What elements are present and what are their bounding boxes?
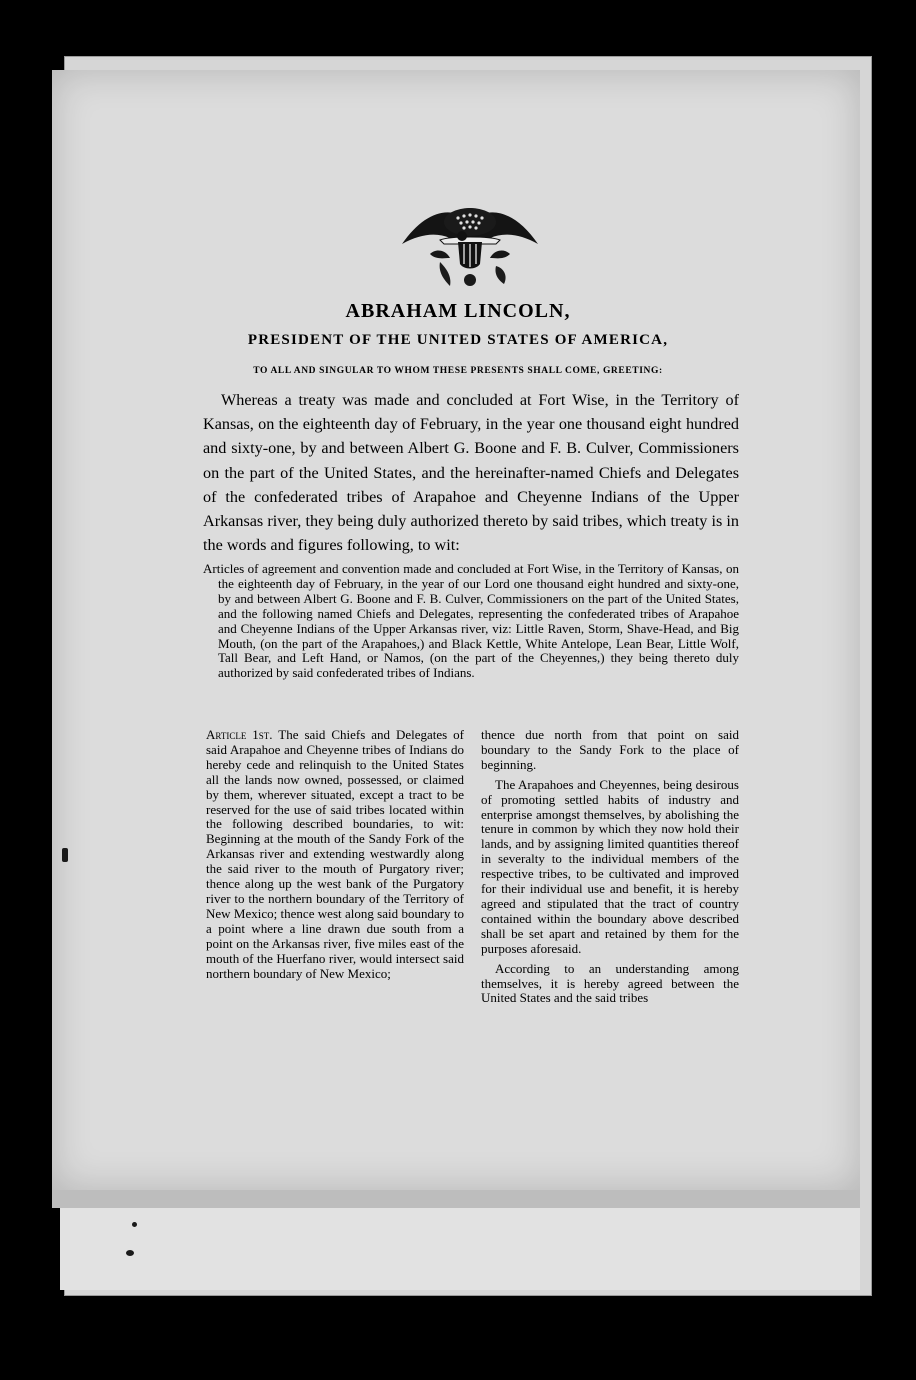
- article-1-continuation: thence due north from that point on said boundary to the Sandy Fork to the place of beginning.: [481, 727, 739, 772]
- eagle-seal-icon: [400, 196, 540, 292]
- proclamation-greeting: TO ALL AND SINGULAR TO WHOM THESE PRESENTS SHALL COME, GREETING:: [253, 366, 663, 376]
- article-1-paragraph: [206, 728, 464, 981]
- proclamation-title: ABRAHAM LINCOLN,: [345, 300, 571, 322]
- article-1-left-column: [206, 728, 464, 981]
- preamble-paragraph: Whereas a treaty was made and concluded at Fort Wise, in the Territory of Kansas, on the eighteenth day of February, in the year one thousand eight hundred and sixty-one, by and between Albert G. Boone and F. B. Culver, Commissioners on the part of the United States, and the hereinafter-named Chiefs and Delegates of the confederated tribes of Arapahoe and Cheyenne Indians of the Upper Arkansas river, they being duly authorized thereto by said tribes, which treaty is in the words and figures following, to wit:: [203, 391, 739, 555]
- article-1-right-column: [481, 728, 739, 1006]
- proclamation-office: PRESIDENT OF THE UNITED STATES OF AMERICA,: [247, 332, 669, 348]
- articles-intro-paragraph: Articles of agreement and convention made and concluded at Fort Wise, in the Territory of Kansas, on the eighteenth day of February, in the year of our Lord one thousand eight hundred and sixty-one, by and between Albert G. Boone and F. B. Culver, Commissioners on the part of the United States, and the following named Chiefs and Delegates, representing the confederated tribes of Arapahoe and Cheyenne Indians of the Upper Arkansas river, viz: Little Raven, Storm, Shave-Head, and Big Mouth, (on the part of the Arapahoes,) and Black Kettle, White Antelope, Lean Bear, Little Wolf, Tall Bear, and Left Hand, or Namos, (on the part of the Cheyennes,) they being thereto duly authorized by said confederated tribes of Indians.: [203, 561, 739, 681]
- page-fold-strip: [52, 1190, 860, 1208]
- understanding-paragraph: According to an understanding among themselves, it is hereby agreed between the United States and the said tribes: [481, 960, 739, 1006]
- severalty-paragraph: The Arapahoes and Cheyennes, being desirous of promoting settled habits of industry and enterprise amongst themselves, by abolishing the tenure in common by which they now hold their lands, and by assigning limited quantities thereof in severalty to the individual members of the respective tribes, to be cultivated and improved for their individual use and benefit, it is hereby agreed and stipulated that the tract of country contained within the boundary above described shall be set apart and retained by them for the purposes aforesaid.: [481, 776, 739, 956]
- ink-mark: [126, 1250, 134, 1256]
- article-1-text: The said Chiefs and Delegates of said Arapahoe and Cheyenne tribes of Indians do hereby cede and relinquish to the United States all the lands now owned, possessed, or claimed by them, wherever situated, except a tract to be reserved for the use of said tribes located within the following described boundaries, to wit: Beginning at the mouth of the Sandy Fork of the Arkansas river and extending westwardly along the said river to the mouth of Purgatory river; thence along up the west bank of the Purgatory river to the northern boundary of the Territory of New Mexico; thence west along said boundary to a point where a line drawn due south from a point on the Arkansas river, five miles east of the mouth of the Huerfano river, would intersect said northern boundary of New Mexico;: [206, 727, 464, 981]
- ink-mark: [132, 1222, 137, 1227]
- article-1-heading: Article 1st.: [206, 727, 273, 742]
- binding-tab: [62, 848, 68, 862]
